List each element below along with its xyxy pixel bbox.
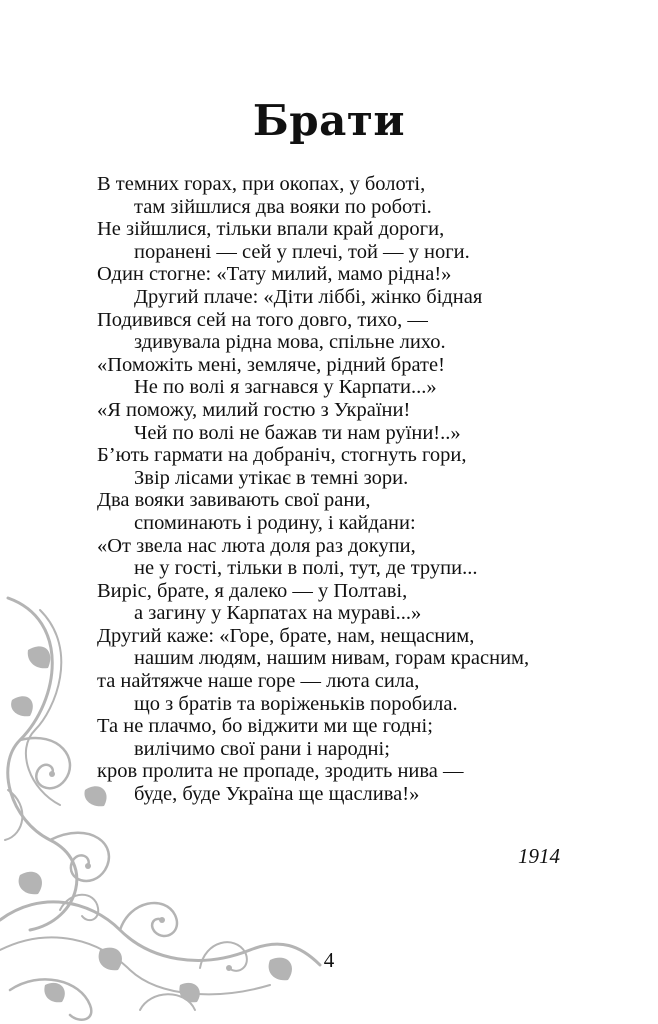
poem-line: Другий плаче: «Діти ліббі, жінко бідная <box>134 285 483 308</box>
poem-line: вилічимо свої рани і народні; <box>134 737 390 760</box>
poem-title: Брати <box>252 96 406 145</box>
poem-line: Один стогне: «Тату милий, мамо рідна!» <box>97 263 452 286</box>
poem-line: здивувала рідна мова, спільне лихо. <box>134 331 446 354</box>
poem-line: «От звела нас люта доля раз докупи, <box>97 534 416 557</box>
poem-line: Та не плачмо, бо віджити ми ще годні; <box>97 715 433 738</box>
poem-line: Два вояки завивають свої рани, <box>97 489 371 512</box>
poem-line: що з братів та воріженьків поробила. <box>134 692 458 715</box>
poem-line: В темних горах, при окопах, у болоті, <box>97 173 426 195</box>
poem-line: споминають і родину, і кайдани: <box>134 511 416 534</box>
poem-line: Другий каже: «Горе, брате, нам, нещасним, <box>97 624 475 647</box>
poem-line: та найтяжче наше горе — люта сила, <box>97 670 420 693</box>
poem-body <box>97 173 597 806</box>
poem-line: а загину у Карпатах на мураві...» <box>134 602 422 625</box>
page-number: 4 <box>323 948 335 972</box>
poem-line: нашим людям, нашим нивам, горам красним, <box>134 647 530 670</box>
poem-line: Чей по волі не бажав ти нам руїни!..» <box>134 421 461 444</box>
poem-line: не у гості, тільки в полі, тут, де трупи... <box>134 557 478 580</box>
poem-line: буде, буде Україна ще щаслива!» <box>134 783 420 806</box>
poem-year: 1914 <box>518 844 560 868</box>
poem-line: Не по волі я загнався у Карпати...» <box>134 376 437 399</box>
poem-line: «Поможіть мені, земляче, рідний брате! <box>97 353 445 376</box>
poem-line: там зійшлися два вояки по роботі. <box>134 195 432 218</box>
poem-line: «Я поможу, милий гостю з України! <box>97 398 411 421</box>
poem-line: поранені — сей у плечі, той — у ноги. <box>134 240 470 263</box>
poem-line: Виріс, брате, я далеко — у Полтаві, <box>97 579 408 602</box>
poem-line: Б’ють гармати на добраніч, стогнуть гори, <box>97 444 467 467</box>
poem-line: Не зійшлися, тільки впали край дороги, <box>97 218 445 241</box>
poem-line: кров пролита не пропаде, зродить нива — <box>97 760 464 783</box>
poem-line: Подивився сей на того довго, тихо, — <box>97 308 428 331</box>
poem-line: Звір лісами утікає в темні зори. <box>134 466 409 489</box>
